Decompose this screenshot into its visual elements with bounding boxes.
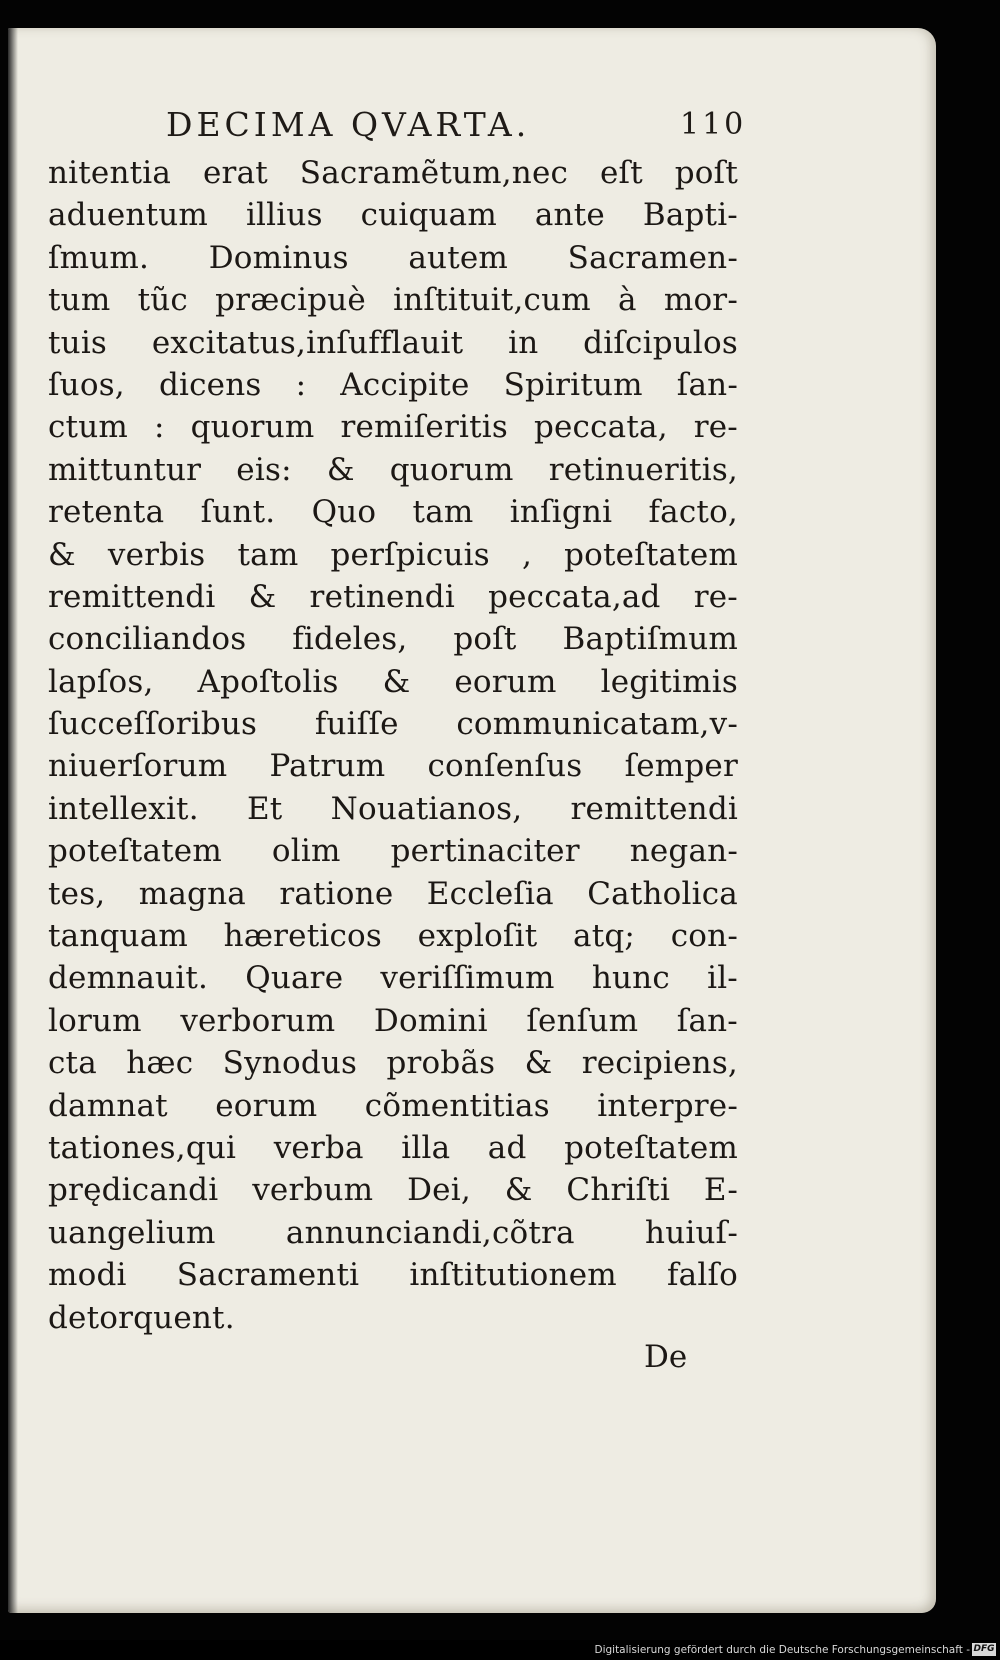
text-line: conciliandos fideles, poſt Baptiſmum [48,621,738,658]
running-head [8,100,936,150]
text-line: modi Sacramenti inſtitutionem falſo [48,1257,738,1294]
text-line: & verbis tam perſpicuis , poteſtatem [48,536,738,573]
text-line: aduentum illius cuiquam ante Bapti- [48,197,738,234]
running-head-title: DECIMA QVARTA. [166,105,531,144]
text-line: tes, magna ratione Eccleſia Catholica [48,875,738,912]
text-line: uangelium annunciandi,cõtra huiuſ- [48,1214,738,1251]
text-line: niuerſorum Patrum conſenſus ſemper [48,748,738,785]
page-number: 110 [680,107,747,142]
text-line: mittuntur eis: & quorum retinueritis, [48,451,738,488]
text-line: cta hæc Synodus probãs & recipiens, [48,1045,738,1082]
dfg-logo: DFG [973,1644,995,1654]
text-line: ſucceſſoribus fuiſſe communicatam,v- [48,706,738,743]
text-line: nitentia erat Sacramẽtum,nec eſt poſt [48,155,738,191]
text-line: lorum verborum Domini ſenſum ſan- [48,1002,738,1039]
text-line: retenta ſunt. Quo tam inſigni facto, [48,494,738,531]
text-line: lapſos, Apoſtolis & eorum legitimis [48,663,738,700]
text-line: ſmum. Dominus autem Sacramen- [48,239,738,276]
body-text [48,152,738,1339]
digitization-footer [0,1640,1000,1660]
text-line: intellexit. Et Nouatianos, remittendi [48,790,738,827]
text-line: tanquam hæreticos exploſit atq; con- [48,918,738,955]
text-line: damnat eorum cõmentitias interpre- [48,1087,738,1124]
text-line: remittendi & retinendi peccata,ad re- [48,578,738,615]
text-line: ſuos, dicens : Accipite Spiritum ſan- [48,366,738,403]
book-page [8,28,936,1613]
text-line: detorquent. [48,1299,235,1336]
funding-credit: Digitalisierung gefördert durch die Deutsche Forschungsgemeinschaft - [594,1644,970,1656]
text-line: ctum : quorum remiſeritis peccata, re- [48,409,738,446]
catchword: De [644,1339,688,1375]
text-line: tationes,qui verba illa ad poteſtatem [48,1129,738,1166]
text-line: poteſtatem olim pertinaciter negan- [48,833,738,870]
text-line: demnauit. Quare veriſſimum hunc il- [48,960,738,997]
text-line: prędicandi verbum Dei, & Chriſti E- [48,1172,738,1209]
text-line: tum tũc præcipuè inſtituit,cum à mor- [48,282,738,319]
text-line: tuis excitatus,inſufflauit in diſcipulos [48,324,738,361]
